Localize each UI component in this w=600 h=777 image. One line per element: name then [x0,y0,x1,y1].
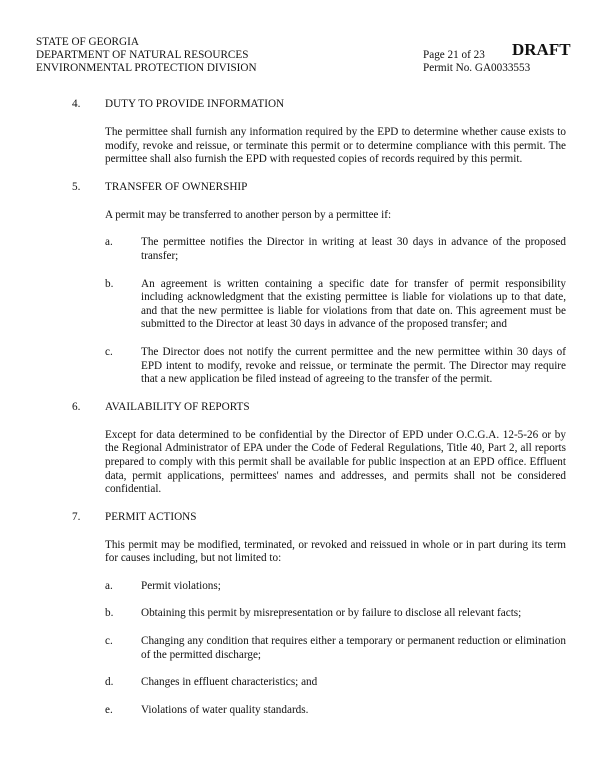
list-item [36,607,566,621]
section-transfer-of-ownership [36,181,566,387]
draft-label: DRAFT [512,40,571,59]
section-paragraph: This permit may be modified, terminated, or revoked and reissued in whole or in part during its term for causes including, but not limited to: [105,538,566,565]
section-number: 6. [72,400,81,413]
section-number: 5. [72,180,81,193]
agency-block [36,36,257,76]
section-paragraph: The permittee shall furnish any information required by the EPD to determine whether cause exists to modify, revoke and reissue, or terminate this permit or to determine compliance with this permit. The permittee shall also furnish the EPD with requested copies of records required by this permit. [105,126,566,166]
list-item [36,236,566,263]
item-text: An agreement is written containing a specific date for transfer of permit responsibility including acknowledgment that the existing permittee is liable for violations up to that date, and that the new permittee is liable for violations from that date on. This agreement must be submitted to the Director at least 30 days in advance of the proposed transfer; and [141,277,566,331]
list-item [36,580,566,594]
agency-division: ENVIRONMENTAL PROTECTION DIVISION [36,62,257,75]
item-letter: e. [105,703,113,716]
item-text: Permit violations; [141,579,221,592]
agency-state: STATE OF GEORGIA [36,36,139,48]
section-title: AVAILABILITY OF REPORTS [105,400,250,413]
document-body [36,98,566,731]
section-paragraph: Except for data determined to be confidential by the Director of EPD under O.C.G.A. 12-5-26 or by the Regional Administrator of EPA under the Code of Federal Regulations, Title 40, Part 2, all reports prepared to comply with this permit shall be available for public inspection at an EPD office. Effluent data, permit applications, permittees' names and addresses, and permits shall not be considered confidential. [105,428,566,496]
section-permit-actions [36,511,566,718]
list-item [36,676,566,690]
list-item [36,704,566,718]
item-text: Changes in effluent characteristics; and [141,676,318,689]
item-letter: d. [105,676,114,689]
item-letter: b. [105,607,114,620]
section-heading [36,511,566,525]
item-text: Violations of water quality standards. [141,703,309,716]
item-text: Changing any condition that requires either a temporary or permanent reduction or elimination of the permitted discharge; [141,635,566,661]
section-title: DUTY TO PROVIDE INFORMATION [105,98,285,110]
section-number: 7. [72,510,81,523]
list-item [36,346,566,387]
section-title: TRANSFER OF OWNERSHIP [105,180,248,193]
section-heading [36,401,566,415]
section-duty-to-provide-information [36,98,566,167]
section-heading [36,181,566,195]
item-letter: a. [105,579,113,592]
permit-number: Permit No. GA0033553 [423,62,531,75]
list-item [36,635,566,662]
item-letter: b. [105,277,114,290]
section-title: PERMIT ACTIONS [105,510,197,523]
item-letter: c. [105,345,113,358]
item-text: The Director does not notify the current permittee and the new permittee within 30 days of EPD intent to modify, revoke and reissue, or terminate the permit. The Director may require that a new application be filed instead of agreeing to the transfer of the permit. [141,345,566,386]
item-letter: c. [105,635,113,648]
page-number: Page 21 of 23 [423,49,485,61]
item-text: Obtaining this permit by misrepresentation or by failure to disclose all relevant facts; [141,607,522,620]
section-paragraph: A permit may be transferred to another person by a permittee if: [105,208,392,221]
list-item [36,278,566,332]
item-letter: a. [105,236,113,249]
agency-department: DEPARTMENT OF NATURAL RESOURCES [36,49,249,62]
item-text: The permittee notifies the Director in writing at least 30 days in advance of the proposed transfer; [141,236,566,262]
section-availability-of-reports [36,401,566,497]
section-number: 4. [72,98,81,110]
section-heading [36,98,566,112]
